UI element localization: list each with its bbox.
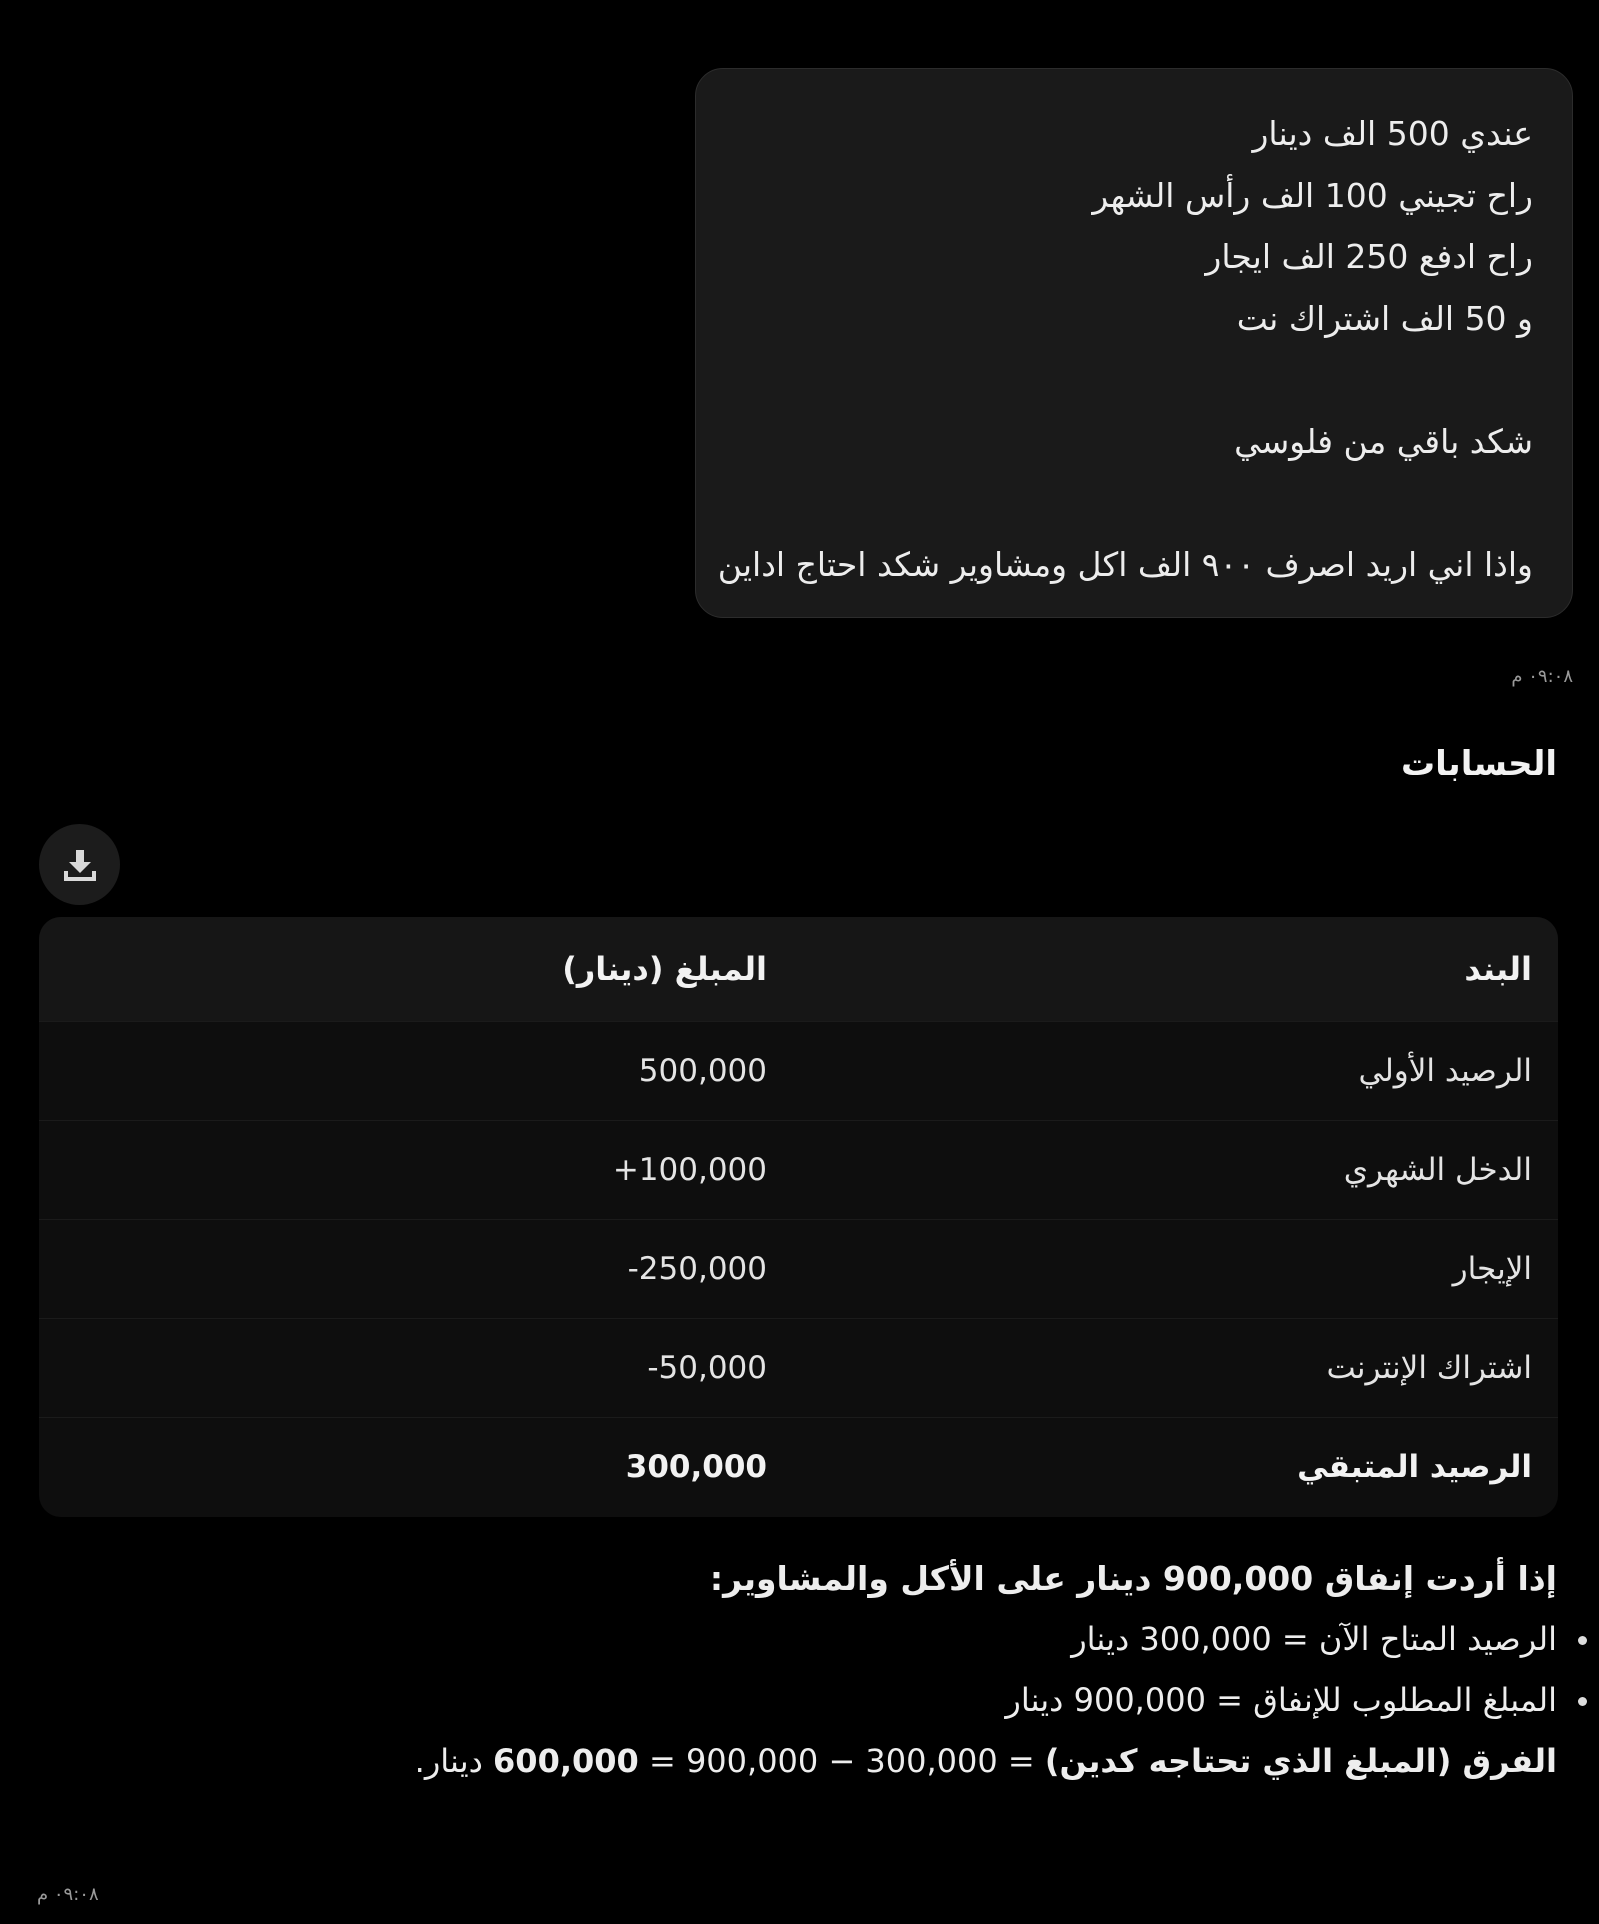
summary-item <box>27 1609 1557 1670</box>
table-cell-amount: +100,000 <box>612 1152 767 1188</box>
table-row <box>39 1319 1558 1418</box>
user-message-line: شكد باقي من فلوسي <box>1234 421 1533 461</box>
difference-unit: دينار. <box>414 1742 483 1780</box>
table-header-item: البند <box>1464 950 1532 988</box>
table-cell-item: الدخل الشهري <box>1343 1152 1532 1188</box>
calculation-table <box>39 917 1558 1517</box>
table-cell-item: الإيجار <box>1452 1251 1532 1287</box>
user-message-blank-line <box>735 349 1533 411</box>
table-cell-amount: 300,000 <box>625 1449 767 1485</box>
user-message-line: راح ادفع 250 الف ايجار <box>1205 237 1533 276</box>
user-message-line: عندي 500 الف دينار <box>1252 114 1533 153</box>
bullet-icon <box>1578 1636 1587 1645</box>
summary-item-text: المبلغ المطلوب للإنفاق = 900,000 دينار <box>1005 1681 1557 1719</box>
difference-calculation: = 900,000 − 300,000 = <box>648 1742 1035 1780</box>
table-cell-amount: -50,000 <box>647 1350 767 1386</box>
table-cell-item: الرصيد الأولي <box>1358 1053 1532 1089</box>
user-message-line: واذا اني اريد اصرف ٩٠٠ الف اكل ومشاوير شكد احتاج اداين <box>717 544 1533 584</box>
user-message-timestamp: ٠٩:٠٨ م <box>1511 666 1573 687</box>
user-message-line: راح تجيني 100 الف رأس الشهر <box>1092 175 1533 215</box>
bullet-icon <box>1578 1697 1587 1706</box>
summary-heading: إذا أردت إنفاق 900,000 دينار على الأكل والمشاوير: <box>709 1559 1557 1598</box>
table-header-row <box>39 917 1558 1022</box>
table-cell-item: الرصيد المتبقي <box>1297 1449 1532 1485</box>
response-section-title: الحسابات <box>1401 744 1557 784</box>
user-message-blank-line <box>735 472 1533 534</box>
user-message-line: و 50 الف اشتراك نت <box>1236 298 1533 338</box>
table-row <box>39 1121 1558 1220</box>
table-cell-amount: -250,000 <box>627 1251 767 1287</box>
table-row <box>39 1022 1558 1121</box>
summary-item <box>27 1670 1557 1731</box>
table-cell-item: اشتراك الإنترنت <box>1326 1350 1532 1386</box>
summary-list <box>27 1609 1557 1731</box>
summary-item-text: الرصيد المتاح الآن = 300,000 دينار <box>1071 1620 1557 1658</box>
difference-label: الفرق (المبلغ الذي تحتاجه كدين) <box>1044 1742 1557 1780</box>
difference-result: 600,000 <box>493 1742 639 1780</box>
table-total-row <box>39 1418 1558 1516</box>
download-table-button[interactable] <box>39 824 120 905</box>
user-message-bubble <box>695 68 1573 618</box>
response-timestamp: ٠٩:٠٨ م <box>37 1884 99 1905</box>
table-header-amount: المبلغ (دينار) <box>562 950 767 988</box>
download-icon <box>62 847 98 883</box>
table-row <box>39 1220 1558 1319</box>
difference-line <box>27 1731 1557 1792</box>
table-cell-amount: 500,000 <box>638 1053 767 1089</box>
summary-section <box>27 1548 1557 1792</box>
